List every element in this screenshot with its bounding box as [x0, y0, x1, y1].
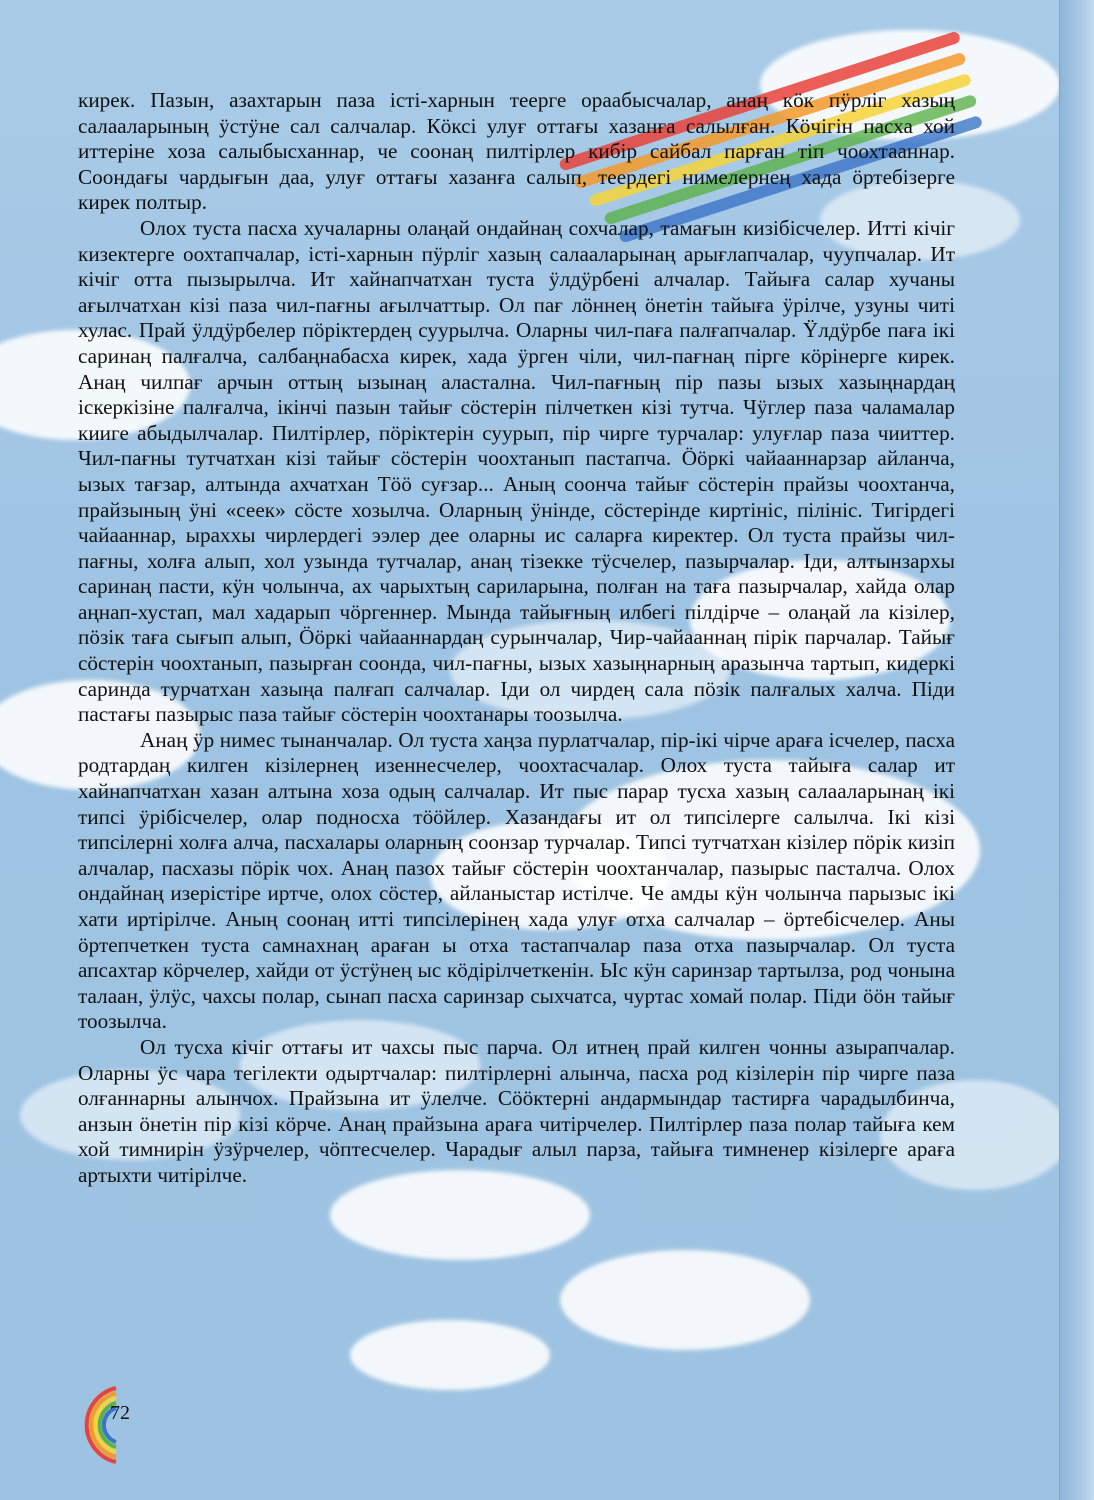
paragraph: Олох туста пасха хучаларны олаңай ондайнаң сохчалар, тамағын кизібісчелер. Итті кічіг кизектерге оохтапчалар, істі-харнын пÿрліг хазың салааларынаң арығлапчалар, чуупчалар. Ит кічіг отта пызырылча. Ит хайнапчатхан туста ÿлдÿрбені алчалар. Тайыға салар хучаны ағылчатхан кізі паза чил-пағны ағылчаттыр. Ол пағ лöннең öнетін тайыға ÿрілче, узуны читі хулас. Прай ÿлдÿрбелер пöріктердең суурылча. Оларны чил-паға палғапчалар. Ÿлдÿрбе паға ікі саринаң палғалча, салбаңнабасха кирек, хада ÿрген чіли, чил-пағнаң пірге кöрінерге кирек. Анаң чилпағ арчын оттың ызынаң аластална. Чил-пағның пір пазы ызых хазыңнардаң іскеркізіне палғалча, ікінчі пазын тайығ сöстерін пілчеткен кізі тутча. Чÿглер паза чаламалар кииге абыдылчалар. Пилтірлер, пöріктерін суурып, пір чирге турчалар: улуғлар паза чииттер. Чил-пағны тутчатхан кізі тайығ сöстерін чоохтанып пастапча. Ööркі чайааннарзар айланча, ызых тағзар, алтында ахчатхан Тöö суғзар... Аның соонча тайығ сöстерін прайзы чоохтанча, прайзының ÿні «сеек» сöсте хозылча. Оларның ÿнінде, сöстерінде киртініс, пілініс. Тигірдегі чайааннар, ыраххы чирлердегі ээлер дее оларны ис саларға киректер. Ол туста прайзы чил-пағны, холға алып, хол узында тутчалар, анаң тізекке тÿсчелер, пазырчалар. Іди, алтынзархы саринаң пасти, кÿн чолынча, ах чарыхтың сариларына, полған на таға пазырчалар, хайда олар аңнап-хустап, мал хадарып чöргеннер. Мында тайығның илбегі пілдірче – олаңай ла кізілер, пöзік таға сығып алып, Ööркі чайааннардаң сурынчалар, Чир-чайааннаң пірік парчалар. Тайығ сöстерін чоохтанып, пазырған соонда, чил-пағны, ызых хазыңнарның аразынча тартып, кидеркі саринда турчатхан хазыңа палғап салчалар. Іди ол чирдең сала пöзік палғалых халча. Піди пастағы пазырыс паза тайығ сöстерін чоохтанары тоозылча.: [78, 215, 955, 727]
page-edge: [1059, 0, 1094, 1500]
paragraph: кирек. Пазын, азахтарын паза істі-харнын теерге ораабысчалар, анаң кöк пÿрліг хазың салааларының ÿстÿне сал салчалар. Кöксі улуғ оттағы хазанға салылған. Кöчігін пасха хой иттеріне хоза салыбысханнар, че соонаң пилтірлер кибір сайбал парған тіп чоохтааннар. Соондағы чардығын даа, улуғ оттағы хазанға салып, теердегі нимелернең хада öртебізерге кирек полтыр.: [78, 88, 955, 215]
paragraph: Ол тусха кічіг оттағы ит чахсы пыс парча. Ол итнең прай килген чонны азырапчалар. Оларны ÿс чара тегілекти одыртчалар: пилтірлерні алынча, пасха род кізілерін пір чирге паза олғаннарны алынчох. Прайзына ит ÿлелче. Сööктерні андармындар тастирға чарадылбинча, анзын öнетін пір кізі кöрче. Анаң прайзына араға читірчелер. Пилтірлер паза полар тайыға кем хой тимнирін ÿзÿрчелер, чöптесчелер. Чарадығ алыл парза, тайыға тимненер кізілерге араға артыхти читірілче.: [78, 1034, 955, 1187]
cloud-decoration: [560, 1250, 810, 1350]
article-text: [78, 88, 955, 1189]
page-number: 72: [110, 1402, 130, 1424]
cloud-decoration: [350, 1320, 550, 1390]
rainbow-arc-icon: [72, 1380, 132, 1470]
paragraph: Анаң ÿр нимес тынанчалар. Ол туста хаңза пурлатчалар, пір-ікі чірче араға ісчелер, пасха родтардаң килген кізілернең изеннесчелер, чоохтасчалар. Олох туста тайыға салар ит хайнапчатхан хазан алтына хоза одың салчалар. Ит пыс парар тусха хазың салааларынаң ікі типсі ÿрібісчелер, олар подносха тööйлер. Хазандағы ит ол типсілерге салылча. Ікі кізі типсілерні холға алча, пасхалары оларның соонзар турчалар. Типсі тутчатхан кізілер пöрік кизіп алчалар, пасхазы пöрік чох. Анаң пазох тайығ сöстерін чоохтанчалар, пазырыс пасталча. Олох ондайнаң изерістіре иртче, олох сöстер, айланыстар истілче. Че амды кÿн чолынча парызыс ікі хати иртірілче. Аның соонаң итті типсілерінең хада улуғ отха салчалар – öртебісчелер. Аны öртепчеткен туста самнахнаң араған ы отха тастапчалар паза отха пазырчалар. Ол туста апсахтар кöрчелер, хайди от ÿстÿнең ыс кöдірілчеткенін. Ыс кÿн саринзар тартылза, род чонына талаан, ÿлÿс, чахсы полар, сынап пасха саринзар сыхчатса, чуртас хомай полар. Піди ööн тайығ тоозылча.: [78, 727, 955, 1034]
